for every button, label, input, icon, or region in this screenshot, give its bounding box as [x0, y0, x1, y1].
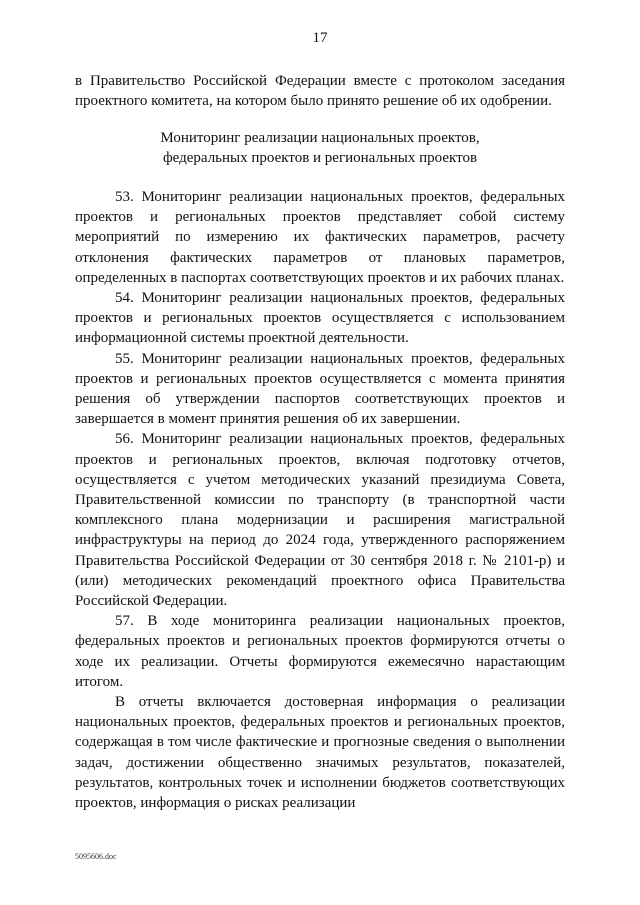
body-text [75, 187, 565, 813]
paragraph-57: 57. В ходе мониторинга реализации национальных проектов, федеральных проектов и региональных проектов формируются отчеты о ходе их реализации. Отчеты формируются ежемесячно нарастающим итогом. [75, 613, 565, 690]
footer-document-code: 5095606.doc [75, 852, 117, 861]
paragraph-56: 56. Мониторинг реализации национальных проектов, федеральных проектов и региональных проектов, включая подготовку отчетов, осуществляется с учетом методических указаний президиума Совета, Правительственной комиссии по транспорту (в транспортной части комплексного плана модернизации и расширения магистральной инфраструктуры на период до 2024 года, утвержденного распоряжением Правительства Российской Федерации от 30 сентября 2018 г. № 2101-р) и (или) методических рекомендаций проектного офиса Правительства Российской Федерации. [75, 431, 565, 610]
intro-text: в Правительство Российской Федерации вместе с протоколом заседания проектного комитета, на котором было принято решение об их одобрении. [75, 73, 565, 110]
page-number: 17 [312, 30, 328, 46]
section-title-line-2: федеральных проектов и региональных проектов [162, 150, 478, 167]
section-title-line-1: Мониторинг реализации национальных проектов, [160, 130, 480, 146]
paragraph-53: 53. Мониторинг реализации национальных проектов, федеральных проектов и региональных проектов представляет собой систему мероприятий по измерению их фактических параметров, расчету отклонения фактических параметров от плановых параметров, определенных в паспортах соответствующих проектов и их рабочих планах. [75, 189, 565, 286]
paragraph-54: 54. Мониторинг реализации национальных проектов, федеральных проектов и региональных проектов осуществляется с использованием информационной системы проектной деятельности. [75, 290, 565, 347]
section-title [75, 128, 565, 168]
paragraph-57-continued: В отчеты включается достоверная информация о реализации национальных проектов, федеральных проектов и региональных проектов, содержащая в том числе фактические и прогнозные сведения о выполнении задач, достижении общественно значимых результатов, показателей, результатов, контрольных точек и исполнении бюджетов соответствующих проектов, информация о рисках реализации [75, 694, 565, 812]
intro-paragraph [75, 71, 565, 111]
paragraph-55: 55. Мониторинг реализации национальных проектов, федеральных проектов и региональных проектов осуществляется с момента принятия решения об утверждении паспортов соответствующих проектов и завершается в момент принятия решения об их завершении. [75, 350, 565, 428]
